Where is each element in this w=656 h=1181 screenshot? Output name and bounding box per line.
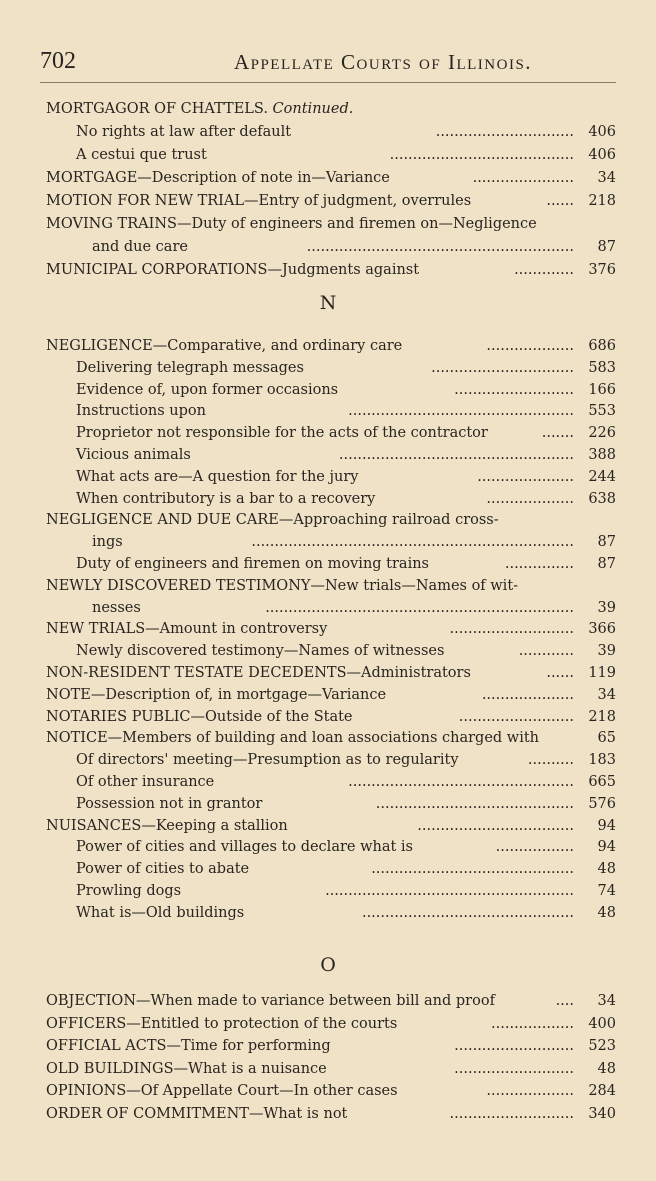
entry-page-number: 34 [597,686,616,703]
entry-page-number: 244 [588,468,616,485]
leader-dots: ............. [514,262,574,278]
entry-text: NOTE—Description of, in mortgage—Variance [46,686,387,703]
entry-text: OLD BUILDINGS—What is a nuisance [46,1060,327,1077]
entry-page-number: 218 [588,708,616,725]
entry-page-number: 183 [588,752,616,769]
index-entry [46,144,616,167]
index-entry [46,259,616,282]
leader-dots: ............... [504,555,574,572]
entry-text: Power of cities and villages to declare what is [76,839,413,856]
entry-page-number: 48 [597,861,616,878]
index-entry [46,598,616,620]
entry-page-number: 94 [597,817,616,834]
entry-page-number: 523 [588,1038,616,1054]
entry-text: Vicious animals [76,446,191,463]
entry-page-number: 340 [588,1105,616,1122]
leader-dots: .................. [491,1015,574,1032]
entry-page-number: 583 [588,359,616,376]
entry-text: OFFICIAL ACTS—Time for performing [46,1038,331,1054]
index-entry [46,663,616,685]
entry-page-number: 39 [597,599,616,616]
entry-text: ORDER OF COMMITMENT—What is not [46,1105,348,1122]
entry-text: What is—Old buildings [76,904,245,921]
entry-text: NON-RESIDENT TESTATE DECEDENTS—Administrators [46,664,471,681]
leader-dots: ......................... [458,708,574,725]
entry-page-number: 39 [597,643,616,660]
index-entry [46,794,616,816]
running-header [40,48,616,83]
index-entry [46,167,616,190]
entry-text: Newly discovered testimony—Names of witnesses [76,643,445,660]
entry-text: Prowling dogs [76,882,182,899]
index-entry [46,236,616,259]
leader-dots: .............................. [435,124,574,140]
entry-text: NOTARIES PUBLIC—Outside of the State [46,708,353,725]
index-entry [46,213,616,236]
leader-dots: .................................. [417,817,574,834]
leader-dots: ............ [518,643,574,660]
entry-text: OBJECTION—When made to variance between bill and proof [46,993,495,1009]
leader-dots: .......................... [454,381,574,398]
entry-page-number: 94 [597,839,616,856]
index-entry [46,1058,616,1081]
leader-dots: .......................... [454,1038,574,1054]
leader-dots: ................................................... [338,446,574,463]
entry-text: A cestui que trust [76,147,207,163]
index-entry [46,98,616,121]
entry-text: Of other insurance [76,773,215,790]
entry-page-number: 400 [588,1015,616,1032]
leader-dots: .......................... [454,1060,574,1077]
entry-text: Of directors' meeting—Presumption as to regularity [76,752,459,769]
index-entry [46,1103,616,1126]
section-letter-o: O [320,954,336,976]
leader-dots: ................... [486,490,574,507]
leader-dots: ................................................................... [265,599,574,616]
entry-text: MOVING TRAINS—Duty of engineers and firemen on—Negligence [46,216,537,232]
index-entry [46,750,616,772]
leader-dots: .................... [481,686,574,703]
index-entry [46,489,616,511]
entry-text: NEWLY DISCOVERED TESTIMONY—New trials—Names of wit- [46,577,519,594]
index-entry [46,772,616,794]
entry-page-number: 376 [588,262,616,278]
entry-page-number: 638 [588,490,616,507]
entry-text: No rights at law after default [76,124,292,140]
entry-continued: Continued. [267,101,354,117]
leader-dots: ................... [486,1083,574,1099]
leader-dots: ................. [495,839,574,856]
leader-dots: ...... [546,664,574,681]
entry-page-number: 665 [588,773,616,790]
index-entry [46,190,616,213]
entry-page-number: 576 [588,795,616,812]
index-entry [46,1080,616,1103]
index-entry [46,1035,616,1058]
entry-text: OFFICERS—Entitled to protection of the courts [46,1015,398,1032]
entry-page-number: 48 [597,1060,616,1077]
index-entry [46,641,616,663]
entry-page-number: 74 [597,882,616,899]
leader-dots: .............................................. [361,904,574,921]
entry-page-number: 166 [588,381,616,398]
index-entry [46,728,616,750]
entry-text: Power of cities to abate [76,861,250,878]
index-entry [46,859,616,881]
entry-text: Delivering telegraph messages [76,359,304,376]
entry-text: Evidence of, upon former occasions [76,381,339,398]
index-entry [46,816,616,838]
leader-dots: ........................................... [375,795,574,812]
entry-page-number: 218 [588,193,616,209]
entry-text: Possession not in grantor [76,795,263,812]
entry-page-number: 48 [597,904,616,921]
section-letter-n: N [319,292,337,314]
entry-page-number: 388 [588,446,616,463]
entry-text: MORTGAGE—Description of note in—Variance [46,170,390,186]
entry-text: What acts are—A question for the jury [76,468,359,485]
entry-page-number: 226 [588,425,616,442]
leader-dots: ....... [541,425,574,442]
index-entry [46,837,616,859]
index-section-n [46,336,616,925]
index-entry [46,707,616,729]
entry-text: NEW TRIALS—Amount in controversy [46,621,328,638]
index-entry [46,554,616,576]
index-entry [46,685,616,707]
index-section-o [46,990,616,1125]
leader-dots: ...................................................... [325,882,574,899]
entry-page-number: 119 [588,664,616,681]
entry-page-number: 686 [588,338,616,354]
entry-text: NUISANCES—Keeping a stallion [46,817,288,834]
index-entry [46,336,616,358]
running-title: Appellate Courts of Illinois. [233,50,533,74]
page-number: 702 [40,48,76,74]
entry-text: NOTICE—Members of building and loan associations charged with [46,730,540,747]
entry-text: nesses [92,599,141,616]
index-entry [46,423,616,445]
index-entry [46,532,616,554]
index-entry [46,903,616,925]
leader-dots: ...................................................................... [251,534,574,551]
entry-text: and due care [92,239,188,255]
entry-text: When contributory is a bar to a recovery [76,490,376,507]
leader-dots: ................................................. [348,773,574,790]
leader-dots: .......................................................... [306,239,574,255]
leader-dots: ............................... [431,359,574,376]
entry-page-number: 87 [597,555,616,572]
leader-dots: ................... [486,338,574,354]
index-entry [46,576,616,598]
entry-page-number: 406 [588,124,616,140]
leader-dots: ...................... [472,170,574,186]
index-entry [46,510,616,532]
entry-page-number: 87 [597,534,616,551]
leader-dots: .... [555,993,574,1009]
leader-dots: ...... [546,193,574,209]
index-entry [46,358,616,380]
entry-page-number: 284 [588,1083,616,1099]
leader-dots: .......... [527,752,574,769]
index-entry [46,619,616,641]
leader-dots: ................................................. [348,403,574,420]
entry-page-number: 366 [588,621,616,638]
leader-dots: ............................................ [371,861,574,878]
entry-text: Proprietor not responsible for the acts of the contractor [76,425,488,442]
entry-text: Duty of engineers and firemen on moving trains [76,555,429,572]
entry-text: MORTGAGOR OF CHATTELS. [46,101,268,117]
index-entry [46,1013,616,1036]
entry-text: MOTION FOR NEW TRIAL—Entry of judgment, overrules [46,193,472,209]
index-entry [46,121,616,144]
entry-page-number: 34 [597,993,616,1009]
index-entry [46,401,616,423]
leader-dots: ........................................ [389,147,574,163]
entry-text: NEGLIGENCE—Comparative, and ordinary care [46,338,403,354]
entry-text: OPINIONS—Of Appellate Court—In other cases [46,1083,398,1099]
entry-page-number: 553 [588,403,616,420]
index-entry [46,467,616,489]
entry-text: Instructions upon [76,403,206,420]
entry-page-number: 406 [588,147,616,163]
entry-page-number: 65 [597,730,616,747]
entry-page-number: 87 [597,239,616,255]
index-section-m [46,98,616,282]
entry-text: ings [92,534,123,551]
leader-dots: ........................... [449,621,574,638]
index-entry [46,380,616,402]
entry-page-number: 34 [597,170,616,186]
leader-dots: ........................... [449,1105,574,1122]
index-entry [46,881,616,903]
leader-dots: ..................... [477,468,574,485]
index-entry [46,990,616,1013]
index-entry [46,445,616,467]
entry-text: NEGLIGENCE AND DUE CARE—Approaching railroad cross- [46,512,499,529]
entry-text: MUNICIPAL CORPORATIONS—Judgments against [46,262,420,278]
